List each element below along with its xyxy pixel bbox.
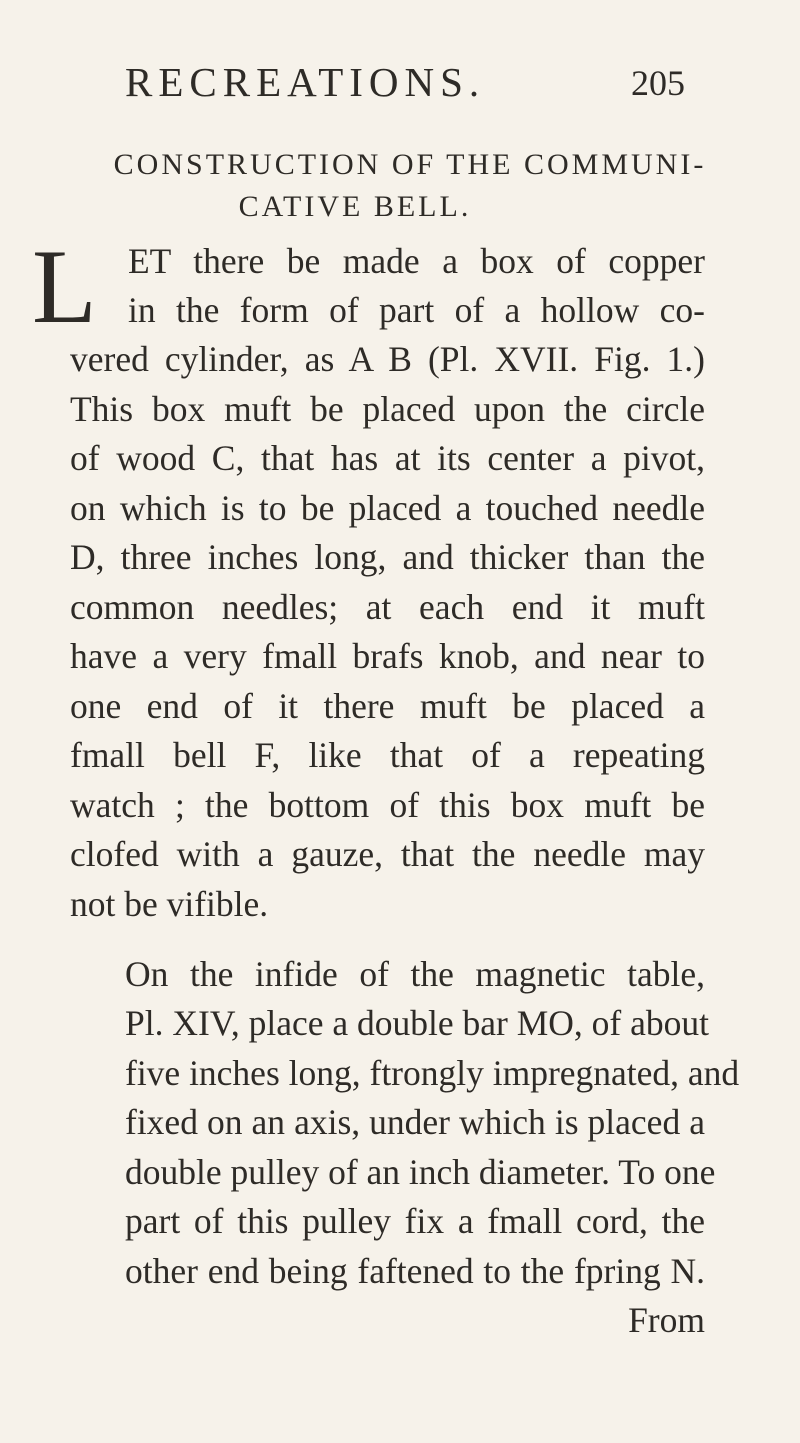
paragraph-1-line: This box muft be placed upon the circle [70, 389, 705, 429]
page-number: 205 [631, 63, 685, 103]
paragraph-1-line: have a very fmall brafs knob, and near to [70, 636, 705, 676]
paragraph-1-line: D, three inches long, and thicker than the [70, 537, 705, 577]
paragraph-1-line: in the form of part of a hollow co- [128, 290, 705, 330]
paragraph-2-line: other end being faftened to the fpring N. [125, 1251, 705, 1291]
section-heading-line-2: CATIVE BELL. [238, 190, 472, 223]
paragraph-2-line: double pulley of an inch diameter. To one [125, 1152, 716, 1192]
paragraph-2-line: part of this pulley fix a fmall cord, the [125, 1201, 705, 1241]
paragraph-1-line: vered cylinder, as A B (Pl. XVII. Fig. 1.) [70, 339, 705, 379]
paragraph-1-line: not be vifible. [70, 884, 269, 924]
paragraph-2-line: Pl. XIV, place a double bar MO, of about [125, 1003, 709, 1043]
paragraph-1-line: on which is to be placed a touched needle [70, 488, 705, 528]
paragraph-1-line: one end of it there muft be placed a [70, 686, 705, 726]
paragraph-1-line: ET there be made a box of copper [128, 241, 705, 281]
paragraph-2-line: On the infide of the magnetic table, [125, 954, 705, 994]
paragraph-1-line: watch ; the bottom of this box muft be [70, 785, 705, 825]
drop-cap: L [32, 228, 97, 345]
paragraph-2-line: fixed on an axis, under which is placed a [125, 1102, 705, 1142]
running-head [125, 58, 685, 108]
section-heading-line-1: CONSTRUCTION OF THE COMMUNI- [113, 148, 707, 181]
paragraph-1-line: fmall bell F, like that of a repeating [70, 735, 705, 775]
paragraph-2-line: five inches long, ftrongly impregnated, and [125, 1053, 740, 1093]
paragraph-1-line: clofed with a gauze, that the needle may [70, 834, 705, 874]
paragraph-1-line: common needles; at each end it muft [70, 587, 705, 627]
running-head-title: RECREATIONS. [125, 59, 486, 105]
paragraph-1-line: of wood C, that has at its center a pivot, [70, 438, 705, 478]
catchword: From [628, 1300, 705, 1340]
